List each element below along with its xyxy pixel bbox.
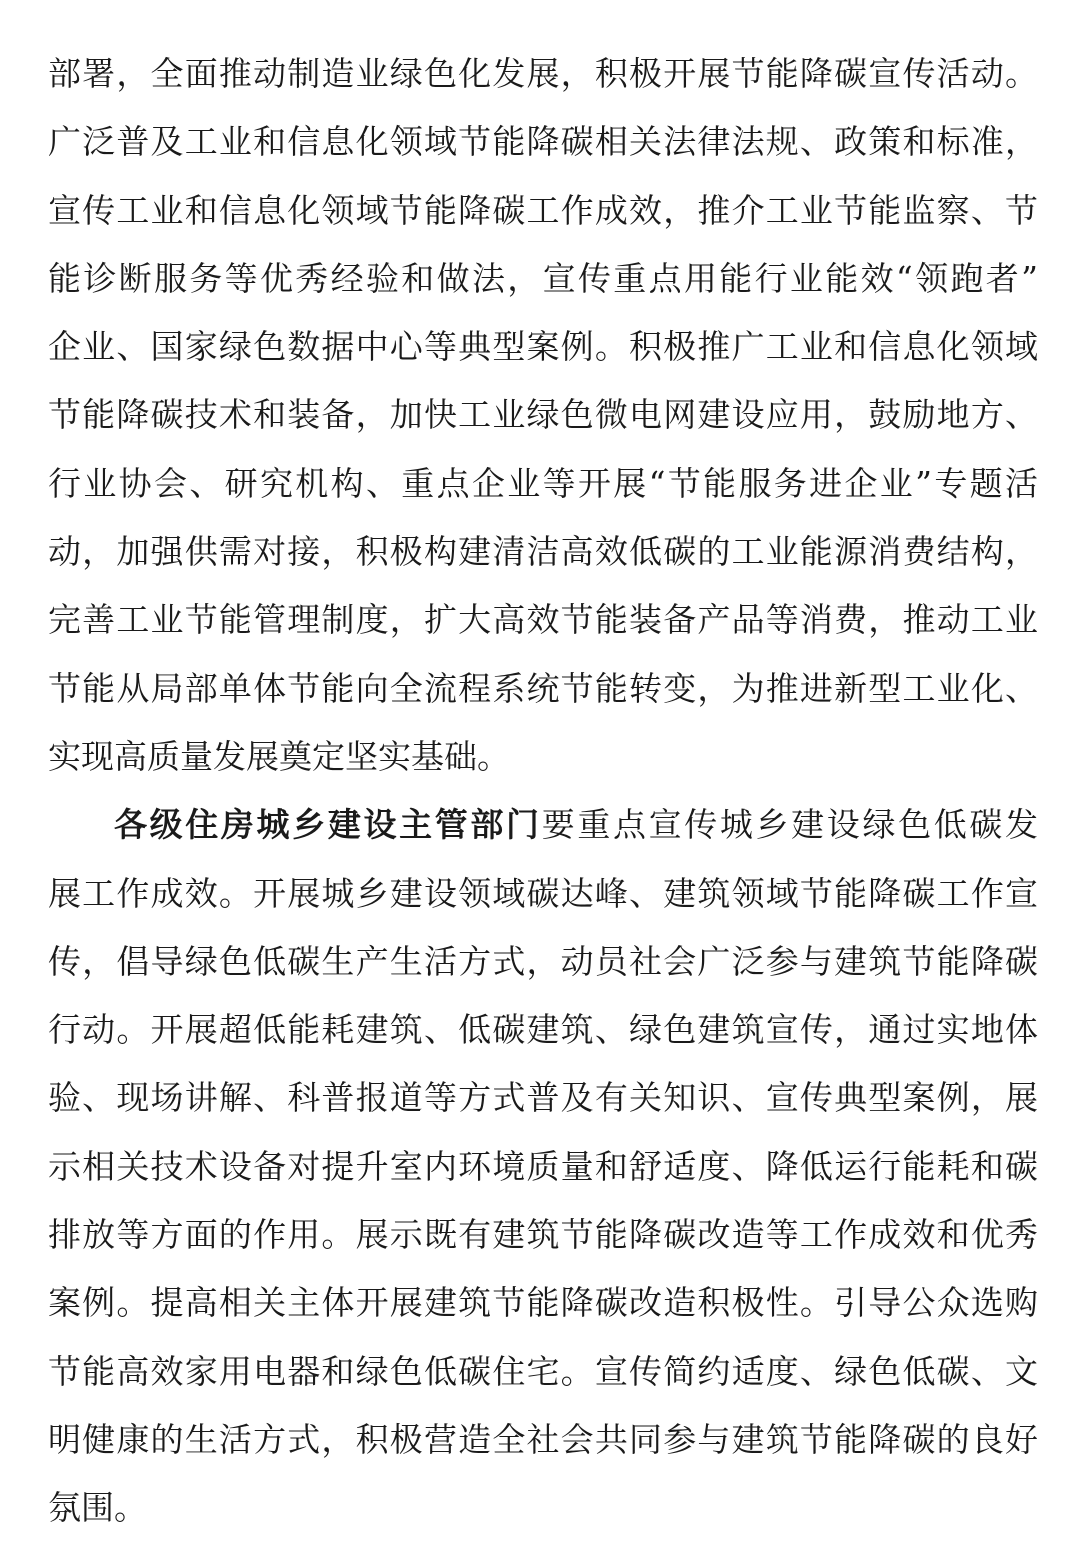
department-heading: 各级住房城乡建设主管部门 <box>114 805 542 845</box>
paragraph-first-line-rest: 要重点宣传城乡建设绿色低碳发 <box>541 805 1039 845</box>
paragraph-line: 部署，全面推动制造业绿色化发展，积极开展节能降碳宣传活动。 <box>48 54 1038 93</box>
paragraph-line: 动，加强供需对接，积极构建清洁高效低碳的工业能源消费结构， <box>48 532 1038 572</box>
document-body <box>48 40 1038 1543</box>
paragraph-line: 能诊断服务等优秀经验和做法，宣传重点用能行业能效“领跑者” <box>48 258 1038 298</box>
paragraph-housing <box>48 791 1038 1542</box>
paragraph-line: 节能降碳技术和装备，加快工业绿色微电网建设应用，鼓励地方、 <box>48 395 1038 435</box>
paragraph-line: 广泛普及工业和信息化领域节能降碳相关法律法规、政策和标准， <box>48 122 1038 162</box>
paragraph-line: 行动。开展超低能耗建筑、低碳建筑、绿色建筑宣传，通过实地体 <box>48 1010 1038 1050</box>
paragraph-line: 节能高效家用电器和绿色低碳住宅。宣传简约适度、绿色低碳、文 <box>48 1351 1038 1391</box>
paragraph-line: 企业、国家绿色数据中心等典型案例。积极推广工业和信息化领域 <box>48 327 1038 367</box>
paragraph-line: 宣传工业和信息化领域节能降碳工作成效，推介工业节能监察、节 <box>48 190 1038 230</box>
paragraph-line: 节能从局部单体节能向全流程系统节能转变，为推进新型工业化、 <box>48 668 1038 708</box>
paragraph-line: 示相关技术设备对提升室内环境质量和舒适度、降低运行能耗和碳 <box>48 1146 1038 1186</box>
paragraph-line: 排放等方面的作用。展示既有建筑节能降碳改造等工作成效和优秀 <box>48 1215 1038 1255</box>
paragraph-line: 明健康的生活方式，积极营造全社会共同参与建筑节能降碳的良好 <box>48 1419 1038 1459</box>
paragraph-industry <box>48 40 1038 791</box>
paragraph-line: 传，倡导绿色低碳生产生活方式，动员社会广泛参与建筑节能降碳 <box>48 941 1038 981</box>
paragraph-line: 实现高质量发展奠定坚实基础。 <box>48 736 510 776</box>
paragraph-line: 验、现场讲解、科普报道等方式普及有关知识、宣传典型案例，展 <box>48 1078 1038 1118</box>
paragraph-line: 氛围。 <box>48 1488 147 1528</box>
paragraph-line: 案例。提高相关主体开展建筑节能降碳改造积极性。引导公众选购 <box>48 1283 1038 1323</box>
paragraph-line: 展工作成效。开展城乡建设领域碳达峰、建筑领域节能降碳工作宣 <box>48 873 1038 913</box>
paragraph-line: 完善工业节能管理制度，扩大高效节能装备产品等消费，推动工业 <box>48 600 1038 640</box>
paragraph-first-line <box>48 791 1038 859</box>
paragraph-line: 行业协会、研究机构、重点企业等开展“节能服务进企业”专题活 <box>48 463 1038 503</box>
